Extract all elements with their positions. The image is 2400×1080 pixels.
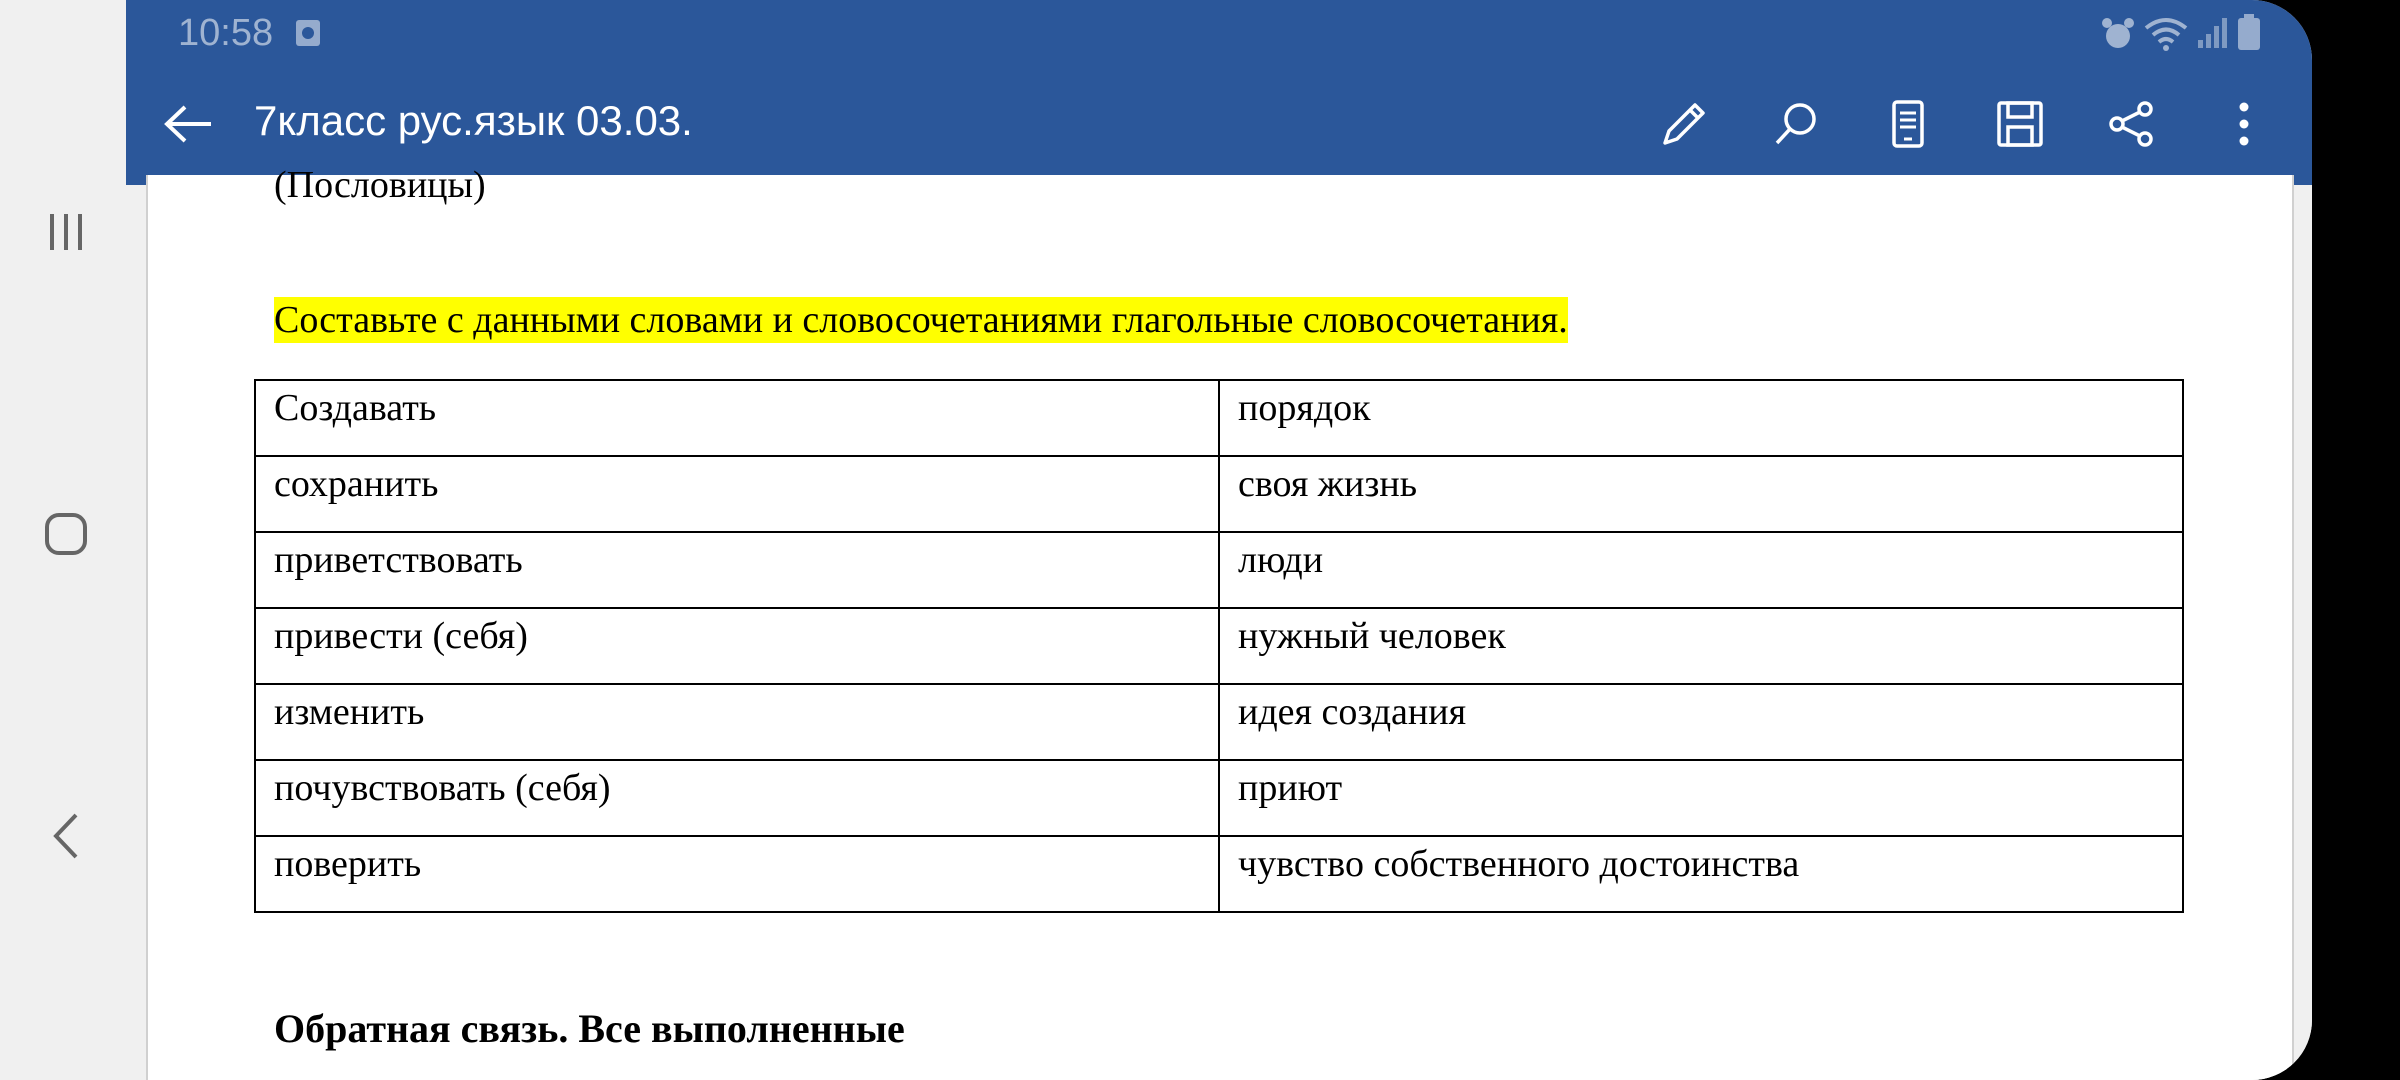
- battery-icon: [2236, 14, 2262, 52]
- wifi-icon: [2144, 16, 2188, 52]
- app-header: [126, 0, 2312, 185]
- table-cell-verb: привести (себя): [255, 608, 1219, 684]
- save-icon: [1995, 99, 2045, 149]
- document-page: [146, 164, 2294, 1080]
- more-options-button[interactable]: [2210, 90, 2278, 158]
- table-cell-noun: порядок: [1219, 380, 2183, 456]
- home-button[interactable]: [38, 506, 94, 562]
- table-cell-noun: чувство собственного достоинства: [1219, 836, 2183, 912]
- mobile-view-icon: [1888, 99, 1928, 149]
- document-title: 7класс рус.язык 03.03.: [254, 97, 693, 144]
- pencil-icon: [1659, 99, 1709, 149]
- table-cell-noun: своя жизнь: [1219, 456, 2183, 532]
- feedback-heading: Обратная связь. Все выполненные: [274, 1006, 905, 1051]
- table-cell-verb: приветствовать: [255, 532, 1219, 608]
- table-cell-verb: поверить: [255, 836, 1219, 912]
- share-button[interactable]: [2098, 90, 2166, 158]
- table-cell-verb: почувствовать (себя): [255, 760, 1219, 836]
- table-cell-noun: идея создания: [1219, 684, 2183, 760]
- more-icon: [2234, 99, 2254, 149]
- table-row: [255, 608, 2183, 684]
- table-row: [255, 532, 2183, 608]
- table-cell-noun: нужный человек: [1219, 608, 2183, 684]
- table-cell-verb: сохранить: [255, 456, 1219, 532]
- table-cell-verb: Создавать: [255, 380, 1219, 456]
- table-row: [255, 380, 2183, 456]
- search-button[interactable]: [1762, 90, 1830, 158]
- share-icon: [2107, 99, 2157, 149]
- table-row: [255, 836, 2183, 912]
- notification-icon: [294, 18, 322, 48]
- system-back-button[interactable]: [38, 808, 94, 864]
- table-cell-noun: люди: [1219, 532, 2183, 608]
- mobile-view-button[interactable]: [1874, 90, 1942, 158]
- word-table: [254, 379, 2184, 913]
- table-row: [255, 456, 2183, 532]
- status-time: 10:58: [178, 12, 274, 54]
- chevron-left-icon: [46, 811, 86, 861]
- signal-icon: [2196, 16, 2228, 50]
- task-instruction: Составьте с данными словами и словосочетаниями глагольные словосочетания.: [274, 299, 1568, 341]
- table-row: [255, 684, 2183, 760]
- search-icon: [1771, 99, 1821, 149]
- recents-icon: [44, 210, 88, 254]
- home-icon: [43, 511, 89, 557]
- system-navigation-bar: [0, 0, 126, 1080]
- table-cell-verb: изменить: [255, 684, 1219, 760]
- table-row: [255, 760, 2183, 836]
- status-bar: [126, 0, 2312, 64]
- back-arrow-icon: [163, 104, 213, 144]
- previous-text: (Пословицы): [274, 164, 486, 206]
- alarm-icon: [2100, 16, 2136, 52]
- back-button[interactable]: [156, 94, 220, 154]
- save-button[interactable]: [1986, 90, 2054, 158]
- table-cell-noun: приют: [1219, 760, 2183, 836]
- recents-button[interactable]: [38, 204, 94, 260]
- document-viewport[interactable]: [126, 164, 2312, 1080]
- edit-button[interactable]: [1650, 90, 1718, 158]
